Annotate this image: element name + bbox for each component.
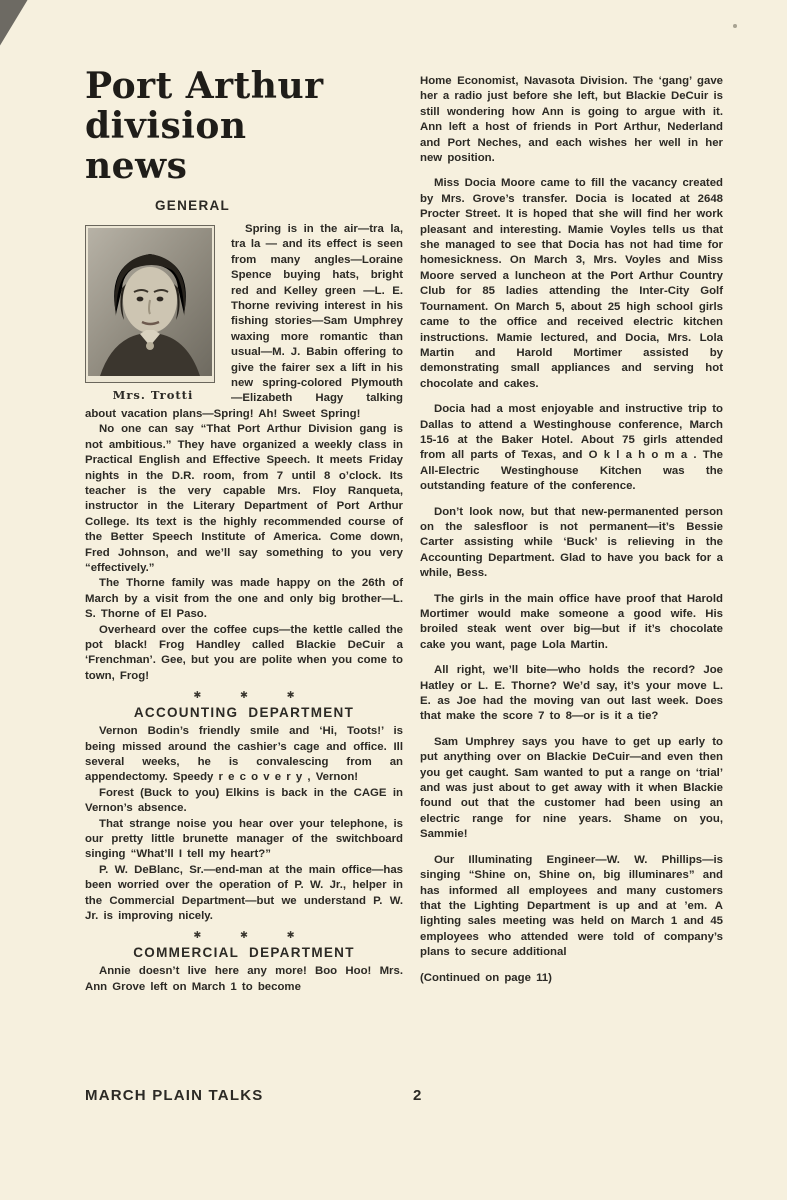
paragraph: Vernon Bodin’s friendly smile and ‘Hi, Toots!’ is being missed around the cashier’s cage and office. Ill several weeks, he is convalescing from an appendectomy. Speedy r e c o v e r y , Vernon! bbox=[85, 725, 403, 784]
page-title bbox=[85, 66, 403, 186]
photo-caption: Mrs. Trotti bbox=[112, 388, 194, 402]
portrait-photo bbox=[85, 225, 215, 383]
section-heading-commercial: COMMERCIAL DEPARTMENT bbox=[133, 945, 355, 961]
page-number: 2 bbox=[413, 1087, 422, 1104]
title-line-2: division bbox=[85, 105, 247, 147]
paragraph: Forest (Buck to you) Elkins is back in the CAGE in Vernon’s absence. bbox=[85, 786, 403, 815]
section-heading-general: GENERAL bbox=[155, 198, 231, 213]
right-column bbox=[420, 74, 723, 996]
accounting-section bbox=[85, 724, 403, 924]
paragraph: That strange noise you hear over your telephone, is our pretty little brunette manager of the switchboard singing “What’ll I tell my heart?” bbox=[85, 817, 403, 861]
continued-notice: (Continued on page 11) bbox=[420, 971, 552, 984]
paragraph: Our Illuminating Engineer—W. W. Phillips—is singing “Shine on, Shine on, big illuminares” and has informed all employees and many customers that the Lighting Department is up and at ’em. A lighting sales meeting was held on March 1 and 45 employees who attended were told of company’s plans to secure additional bbox=[420, 853, 723, 959]
scan-corner-smudge bbox=[0, 0, 36, 72]
paragraph: All right, we’ll bite—who holds the record? Joe Hatley or L. E. Thorne? We’d say, it’s your move L. E. as Joe had the moving van out last week. Does that make the score 7 to 8—or is it a tie? bbox=[420, 664, 723, 723]
left-column bbox=[85, 66, 403, 995]
paragraph: P. W. DeBlanc, Sr.—end-man at the main office—has been worried over the operation of P. W. Jr., helper in the Commercial Department—but we understand P. W. Jr. is improving nicely. bbox=[85, 863, 403, 923]
general-section bbox=[85, 222, 403, 684]
portrait-photo-graphic bbox=[88, 228, 212, 376]
paragraph: The girls in the main office have proof that Harold Mortimer would make someone a good wife. His broiled steak went over big—but if it’s chocolate cake you want, page Lola Martin. bbox=[420, 592, 723, 651]
paragraph: Home Economist, Navasota Division. The ‘gang’ gave her a radio just before she left, but Blackie DeCuir is still wondering how Ann is going to argue with it. Ann left a host of friends in Port Arthur, Nederland and Port Neches, and each wishes her well in her new position. bbox=[420, 75, 723, 165]
title-line-3: news bbox=[85, 145, 188, 187]
commercial-section bbox=[85, 964, 403, 995]
portrait-figure bbox=[85, 225, 221, 402]
paragraph: Spring is in the air—tra la, tra la — and its effect is seen from many angles—Loraine Spence buying hats, bright red and Kelley green —L. E. Thorne reviving interest in his fishing stories—Sam Umphrey waxing more romantic than usual—M. J. Babin offering to give the fairer sex a lift in his new spring-colored Plymouth—Elizabeth Hagy talking about vacation plans—Spring! Ah! Sweet Spring! bbox=[85, 223, 403, 420]
right-column-text bbox=[420, 74, 723, 986]
title-line-1: Port Arthur bbox=[85, 65, 324, 107]
paragraph: Miss Docia Moore came to fill the vacancy created by Mrs. Grove’s transfer. Docia is located at 2648 Procter Street. It is hoped that she will find her work pleasant and interesting. Mamie Voyles tells us that she managed to see that Docia has not had time for homesickness. On March 3, Mrs. Voyles and Miss Moore served a luncheon at the Port Arthur Country Club for 85 ladies attending the Inter-City Golf Tournament. On March 5, about 25 high school girls came to the office and received electric kitchen instructions. Mamie lectured, and Docia, Mrs. Lola Martin and Harold Mortimer assisted by demonstrating small appliances and serving hot chocolate and cakes. bbox=[420, 177, 723, 390]
page-footer bbox=[85, 1087, 725, 1107]
scan-speck bbox=[733, 24, 737, 28]
paragraph: No one can say “That Port Arthur Division gang is not ambitious.” They have organized a weekly class in Practical English and Effective Speech. It meets Friday nights in the D.R. room, from 7 until 8 o’clock. Its teacher is the very capable Mrs. Floy Ranqueta, instructor in the Literary Department of Port Arthur College. Its text is the highly recommended course of the Better Speech Institute of America. Come down, Fred Johnson, and we’ll say something to you very “effectively.” bbox=[85, 423, 403, 574]
paragraph: Docia had a most enjoyable and instructive trip to Dallas to attend a Westinghouse conference, March 15-16 at the Baker Hotel. About 75 girls attended from all parts of Texas, and O k l a h o m a . The All-Electric Westinghouse Kitchen was the outstanding feature of the conference. bbox=[420, 403, 723, 493]
section-divider-ornament: ✱ ✱ ✱ bbox=[193, 930, 313, 942]
paragraph: Sam Umphrey says you have to get up early to put anything over on Blackie DeCuir—and even then you get caught. Sam wanted to put a range on ‘trial’ and was just about to get away with it when Blackie found out that the customer had been using an electric range for nine years. Shame on you, Sammie! bbox=[420, 735, 723, 841]
publication-name: MARCH PLAIN TALKS bbox=[85, 1087, 264, 1104]
paragraph: Overheard over the coffee cups—the kettle called the pot black! Frog Handley called Blackie DeCuir a ‘Frenchman’. Gee, but you are polite when you come to town, Frog! bbox=[85, 623, 403, 682]
paragraph: The Thorne family was made happy on the 26th of March by a visit from the one and only big brother—L. S. Thorne of El Paso. bbox=[85, 577, 403, 621]
paragraph: Annie doesn’t live here any more! Boo Hoo! Mrs. Ann Grove left on March 1 to become bbox=[85, 965, 403, 993]
section-divider-ornament: ✱ ✱ ✱ bbox=[193, 690, 313, 702]
section-heading-accounting: ACCOUNTING DEPARTMENT bbox=[133, 705, 355, 721]
paragraph: Don’t look now, but that new-permanented person on the salesfloor is not permanent—it’s Bessie Carter assisting while ‘Buck’ is relieving in the Accounting Department. Glad to have you back for a while, Bess. bbox=[420, 505, 723, 580]
